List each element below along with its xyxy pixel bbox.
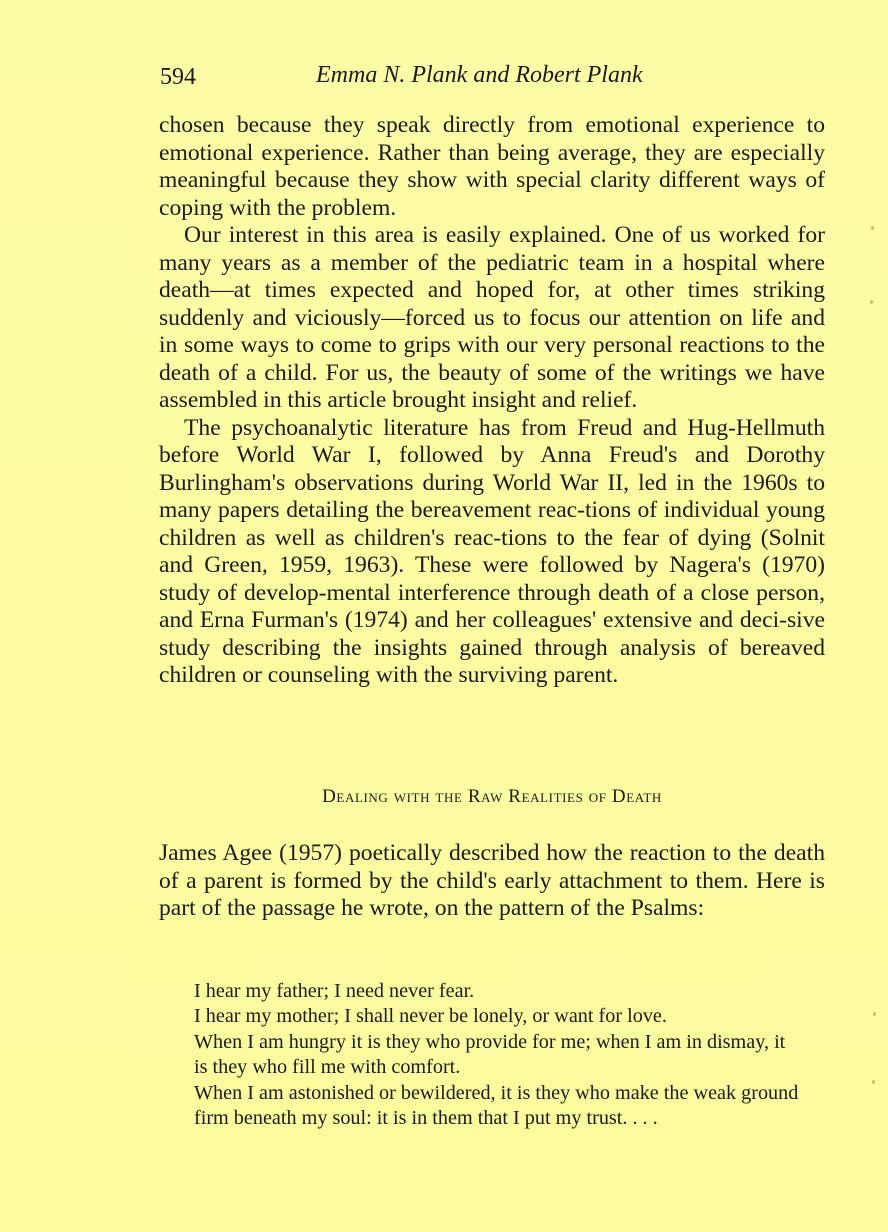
author-line: Emma N. Plank and Robert Plank xyxy=(316,62,643,88)
body-text xyxy=(159,112,825,690)
paper-speck xyxy=(870,300,873,304)
page-number: 594 xyxy=(160,64,196,90)
paragraph-literature: The psychoanalytic literature has from Freud and Hug-Hellmuth before World War I, followed by Anna Freud's and Dorothy Burlingham's observations during World War II, led in the 1960s to many papers detailing the bereavement reac-tions of individual young children as well as children's reac-tions to the fear of dying (Solnit and Green, 1959, 1963). These were followed by Nagera's (1970) study of develop-mental interference through death of a close person, and Erna Furman's (1974) and her colleagues' extensive and deci-sive study describing the insights gained through analysis of bereaved children or counseling with the surviving parent. xyxy=(159,414,825,688)
paper-speck xyxy=(873,1012,876,1016)
paragraph-agee: James Agee (1957) poetically described how the reaction to the death of a parent is formed by the child's early attachment to them. Here is part of the passage he wrote, on the pattern of the Psalms: xyxy=(159,840,825,921)
paragraph-interest: Our interest in this area is easily explained. One of us worked for many years as a member of the pediatric team in a hospital where death—at times expected and hoped for, at other times striking suddenly and viciously—forced us to focus our attention on life and in some ways to come to grips with our very personal reactions to the death of a child. For us, the beauty of some of the writings we have assembled in this article brought insight and relief. xyxy=(159,222,825,413)
extract-line: When I am astonished or bewildered, it is they who make the weak ground firm beneath my soul: it is in them that I put my trust. . . . xyxy=(194,1081,799,1130)
paragraph-continued: chosen because they speak directly from emotional experience to emotional experience. Rather than being average, they are especially meaningful because they show with special clarity different ways of coping with the problem. xyxy=(159,112,825,221)
paper-speck xyxy=(871,226,874,230)
paper-speck xyxy=(872,1080,875,1084)
extract-line: I hear my father; I need never fear. xyxy=(194,980,475,1002)
section-heading: Dealing with the Raw Realities of Death xyxy=(322,786,662,807)
extract-line: I hear my mother; I shall never be lonely, or want for love. xyxy=(194,1005,667,1028)
section-text xyxy=(159,840,825,923)
psalm-extract xyxy=(194,979,800,1131)
running-head xyxy=(160,62,824,96)
extract-line: When I am hungry it is they who provide for me; when I am in dismay, it is they who fill me with comfort. xyxy=(194,1030,786,1079)
